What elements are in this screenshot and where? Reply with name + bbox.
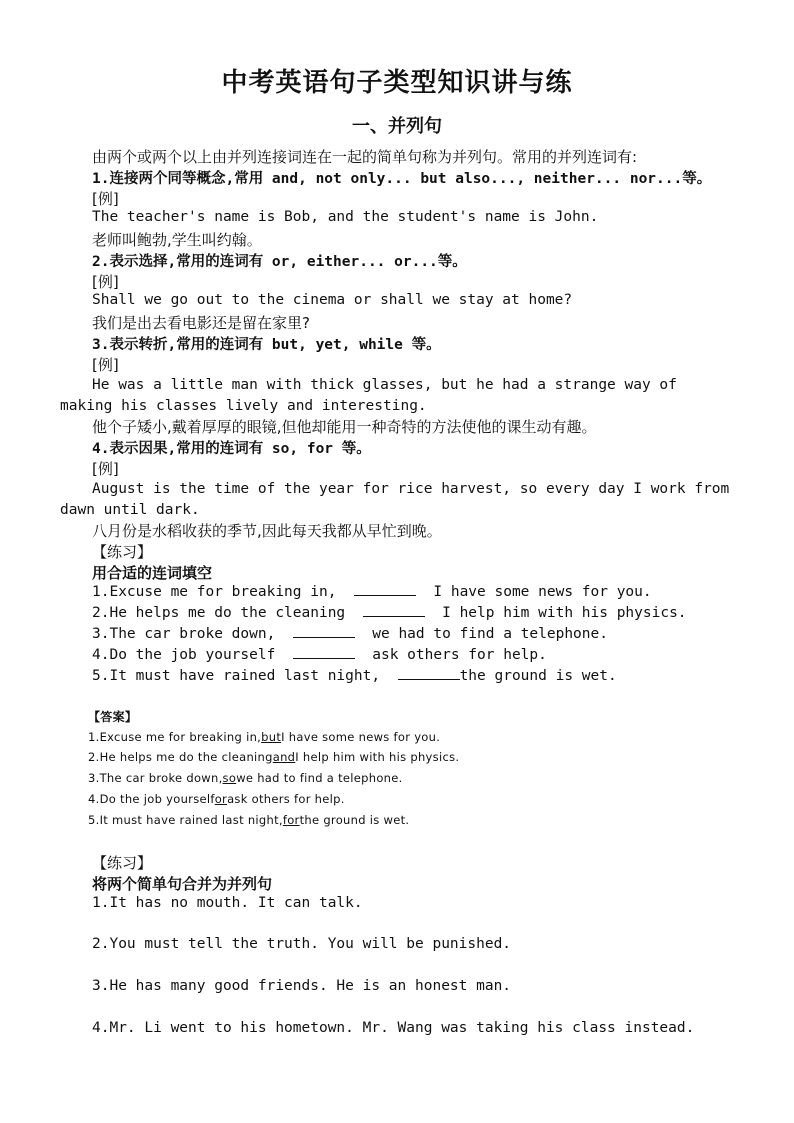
section-heading: 一、并列句 xyxy=(352,116,442,137)
answer-item: 3.The car broke down,sowe had to find a telephone. xyxy=(88,771,403,785)
exercise-item: 4.Mr. Li went to his hometown. Mr. Wang was taking his class instead. xyxy=(92,1020,695,1036)
point-3-heading: 3.表示转折,常用的连词有 but, yet, while 等。 xyxy=(92,337,441,353)
answer-item: 2.He helps me do the cleaningandI help him with his physics. xyxy=(88,750,460,764)
answer-item: 4.Do the job yourselforask others for help. xyxy=(88,792,345,806)
exercise-item: 2.He helps me do the cleaning I help him with his physics. xyxy=(92,605,687,621)
example-english: The teacher's name is Bob, and the student's name is John. xyxy=(92,209,599,225)
intro-text: 由两个或两个以上由并列连接词连在一起的简单句称为并列句。常用的并列连词有: xyxy=(92,148,638,166)
answer-blank xyxy=(363,604,425,617)
practice-label: 【练习】 xyxy=(92,854,153,872)
exercise-item: 4.Do the job yourself ask others for help. xyxy=(92,647,547,663)
point-1-heading: 1.连接两个同等概念,常用 and, not only... but also..., neither... nor...等。 xyxy=(92,171,712,187)
answer-blank xyxy=(398,667,460,680)
practice-label: 【练习】 xyxy=(92,543,153,561)
example-chinese: 我们是出去看电影还是留在家里? xyxy=(92,314,310,332)
example-tag: [例] xyxy=(92,273,119,291)
example-tag: [例] xyxy=(92,190,119,208)
answer-item: 5.It must have rained last night,forthe ground is wet. xyxy=(88,813,410,827)
answer-item: 1.Excuse me for breaking in,butI have some news for you. xyxy=(88,730,441,744)
example-english: He was a little man with thick glasses, but he had a strange way of making his classes lively and interesting. xyxy=(60,377,677,414)
point-2-heading: 2.表示选择,常用的连词有 or, either... or...等。 xyxy=(92,254,467,270)
example-chinese: 老师叫鲍勃,学生叫约翰。 xyxy=(92,231,262,249)
example-chinese: 他个子矮小,戴着厚厚的眼镜,但他却能用一种奇特的方法使他的课生动有趣。 xyxy=(92,418,597,436)
example-tag: [例] xyxy=(92,460,119,478)
page-title: 中考英语句子类型知识讲与练 xyxy=(221,68,573,98)
exercise-item: 5.It must have rained last night, the ground is wet. xyxy=(92,668,617,684)
answer-blank xyxy=(293,625,355,638)
exercise-item: 1.Excuse me for breaking in, I have some news for you. xyxy=(92,584,652,600)
example-chinese: 八月份是水稻收获的季节,因此每天我都从早忙到晚。 xyxy=(92,522,442,540)
example-english: August is the time of the year for rice harvest, so every day I work from dawn until dark. xyxy=(60,481,730,518)
exercise-item: 1.It has no mouth. It can talk. xyxy=(92,895,363,911)
answer-blank xyxy=(293,646,355,659)
exercise-item: 3.The car broke down, we had to find a telephone. xyxy=(92,626,608,642)
practice-instruction: 用合适的连词填空 xyxy=(92,564,213,582)
example-english: Shall we go out to the cinema or shall we stay at home? xyxy=(92,292,573,308)
practice-instruction: 将两个简单句合并为并列句 xyxy=(92,875,273,893)
answers-label: 【答案】 xyxy=(88,710,138,724)
exercise-item: 2.You must tell the truth. You will be punished. xyxy=(92,936,512,952)
example-tag: [例] xyxy=(92,356,119,374)
exercise-item: 3.He has many good friends. He is an honest man. xyxy=(92,978,512,994)
answer-blank xyxy=(354,583,416,596)
point-4-heading: 4.表示因果,常用的连词有 so, for 等。 xyxy=(92,441,371,457)
